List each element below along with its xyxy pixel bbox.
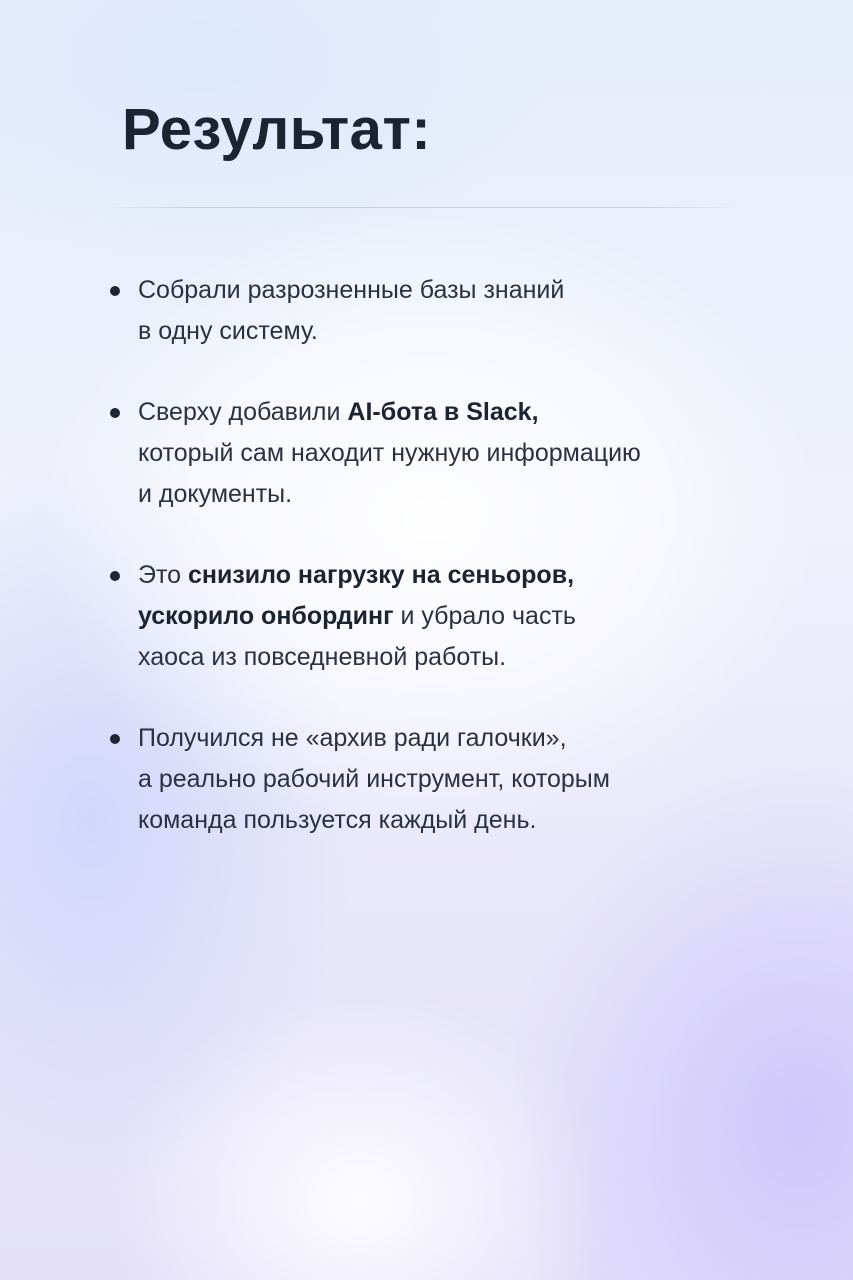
list-item-line <box>138 555 756 596</box>
list-item <box>106 555 756 678</box>
list-item-line: хаоса из повседневной работы. <box>138 643 507 671</box>
list-item-line: Собрали разрозненные базы знаний <box>138 276 565 304</box>
bullet-dot-icon <box>110 734 120 744</box>
list-item-line <box>138 392 756 433</box>
list-item <box>106 392 756 515</box>
list-item-line: в одну систему. <box>138 317 318 345</box>
list-item <box>106 718 756 841</box>
text-segment: Это <box>138 561 188 589</box>
list-item-line: команда пользуется каждый день. <box>138 806 537 834</box>
list-item <box>106 270 756 352</box>
list-item-line: а реально рабочий инструмент, которым <box>138 765 610 793</box>
text-segment: Сверху добавили <box>138 398 348 426</box>
bullet-dot-icon <box>110 571 120 581</box>
list-item-line: Получился не «архив ради галочки», <box>138 724 567 752</box>
results-list <box>106 270 756 841</box>
list-item-line: который сам находит нужную информацию <box>138 439 641 467</box>
bold-text: снизило нагрузку на сеньоров, <box>188 561 575 589</box>
bold-text: , <box>531 398 539 426</box>
divider <box>96 207 740 208</box>
text-segment: и убрало часть <box>393 602 576 630</box>
bold-text: AI-бота в Slack <box>347 398 532 426</box>
bullet-dot-icon <box>110 286 120 296</box>
list-item-line: и документы. <box>138 480 293 508</box>
bullet-dot-icon <box>110 408 120 418</box>
bold-text: ускорило онбординг <box>138 602 394 630</box>
page-title: Результат: <box>122 97 432 162</box>
list-item-line <box>138 596 756 637</box>
